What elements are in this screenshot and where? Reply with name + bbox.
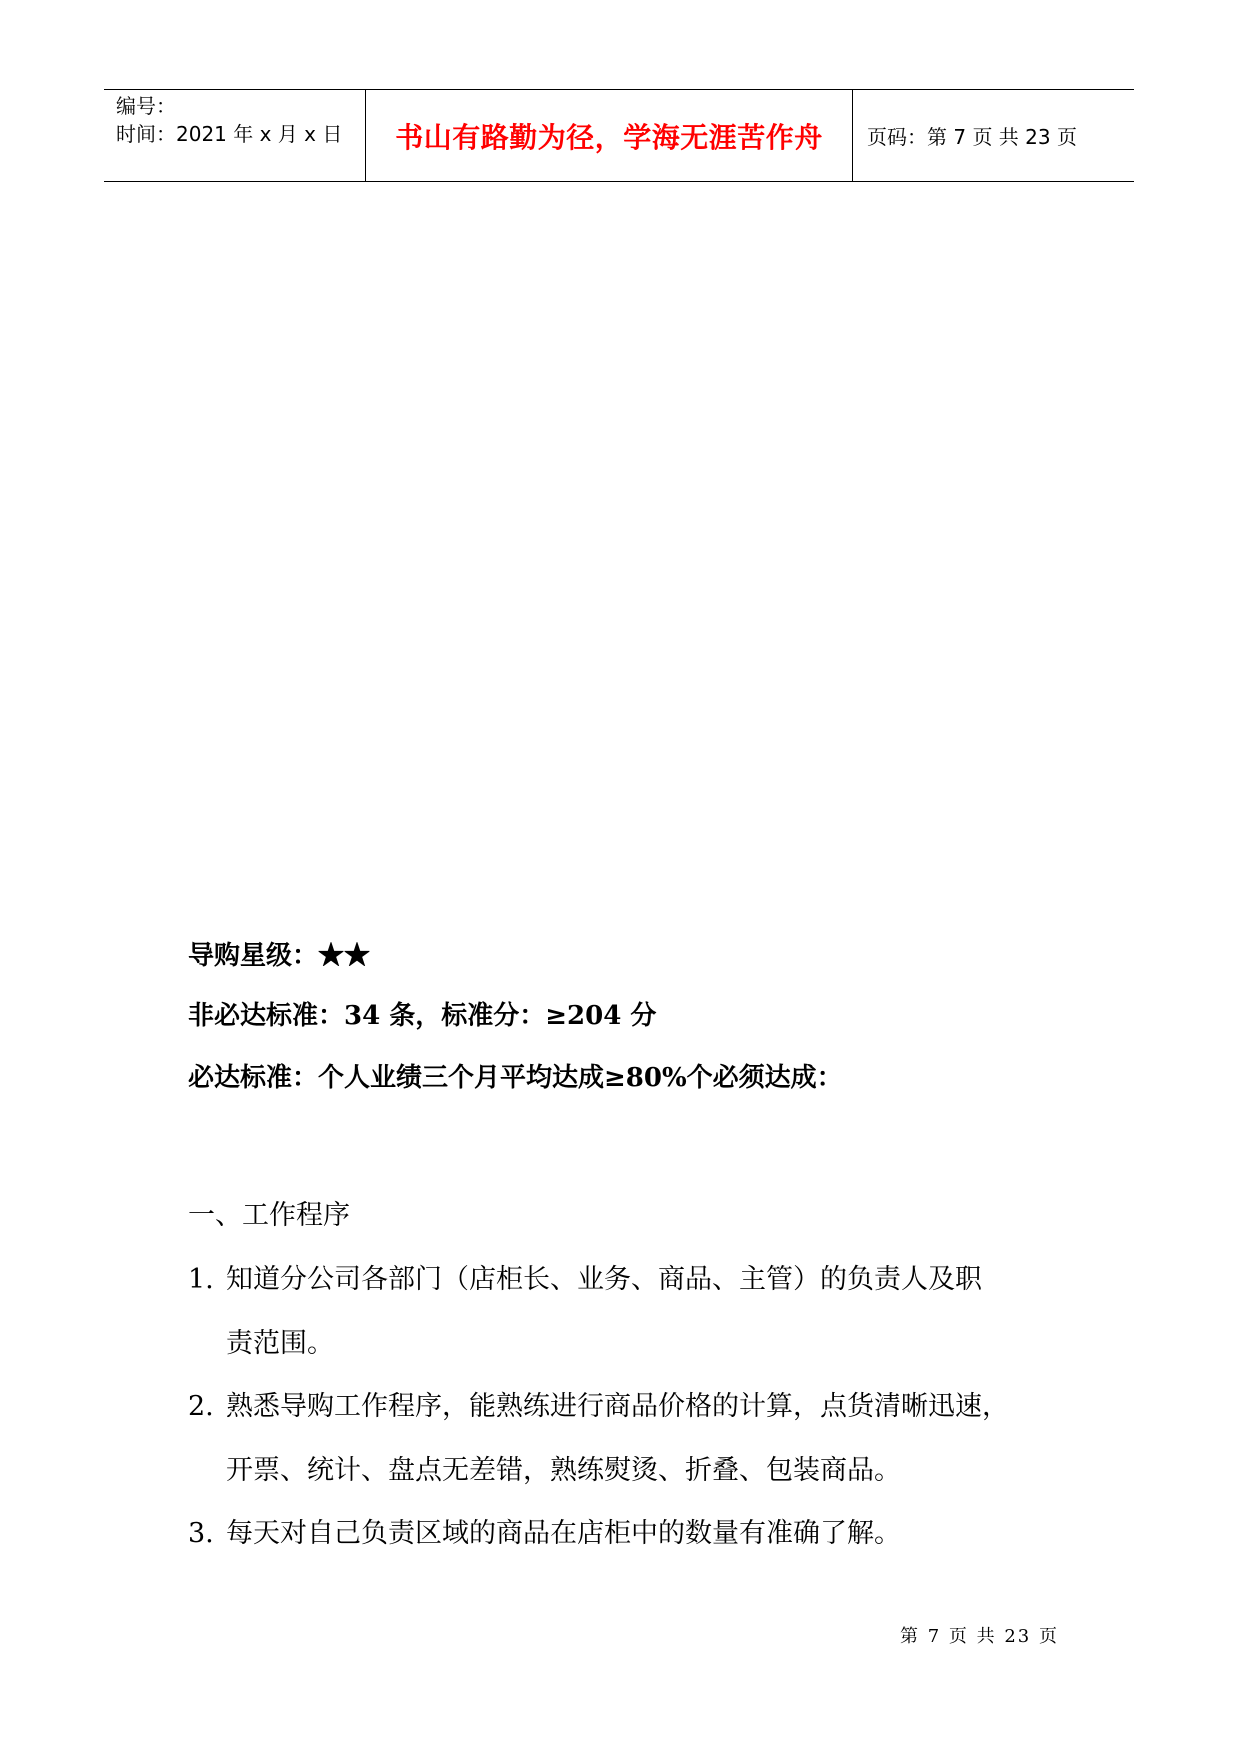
header-page-number: 页码：第 7 页 共 23 页	[867, 125, 1077, 149]
list-item-number: 1.	[188, 1264, 214, 1295]
section-title: 一、工作程序	[188, 1200, 350, 1231]
list-item-text: 知道分公司各部门（店柜长、业务、商品、主管）的负责人及职	[226, 1264, 982, 1295]
star-level-heading: 导购星级：★★	[188, 941, 371, 971]
required-standard: 必达标准：个人业绩三个月平均达成≥80%个必须达成：	[188, 1063, 843, 1093]
header-motto: 书山有路勤为径，学海无涯苦作舟	[395, 120, 823, 154]
list-item-text-continued: 开票、统计、盘点无差错，熟练熨烫、折叠、包装商品。	[226, 1455, 901, 1486]
list-item-text: 熟悉导购工作程序，能熟练进行商品价格的计算，点货清晰迅速，	[226, 1391, 1009, 1422]
list-item-number: 2.	[188, 1391, 214, 1422]
page-footer: 第 7 页 共 23 页	[900, 1626, 1059, 1647]
header-page-cell	[853, 90, 1134, 181]
document-header	[104, 89, 1134, 182]
document-time-label: 时间：2021 年 x 月 x 日	[116, 122, 343, 146]
header-motto-cell	[366, 90, 853, 181]
document-number-label: 编号：	[116, 94, 176, 118]
list-item-number: 3.	[188, 1518, 214, 1549]
non-required-standard: 非必达标准：34 条，标准分：≥204 分	[188, 1001, 657, 1031]
list-item-text: 每天对自己负责区域的商品在店柜中的数量有准确了解。	[226, 1518, 901, 1549]
header-meta-cell	[104, 90, 366, 181]
list-item-text-continued: 责范围。	[226, 1328, 334, 1359]
